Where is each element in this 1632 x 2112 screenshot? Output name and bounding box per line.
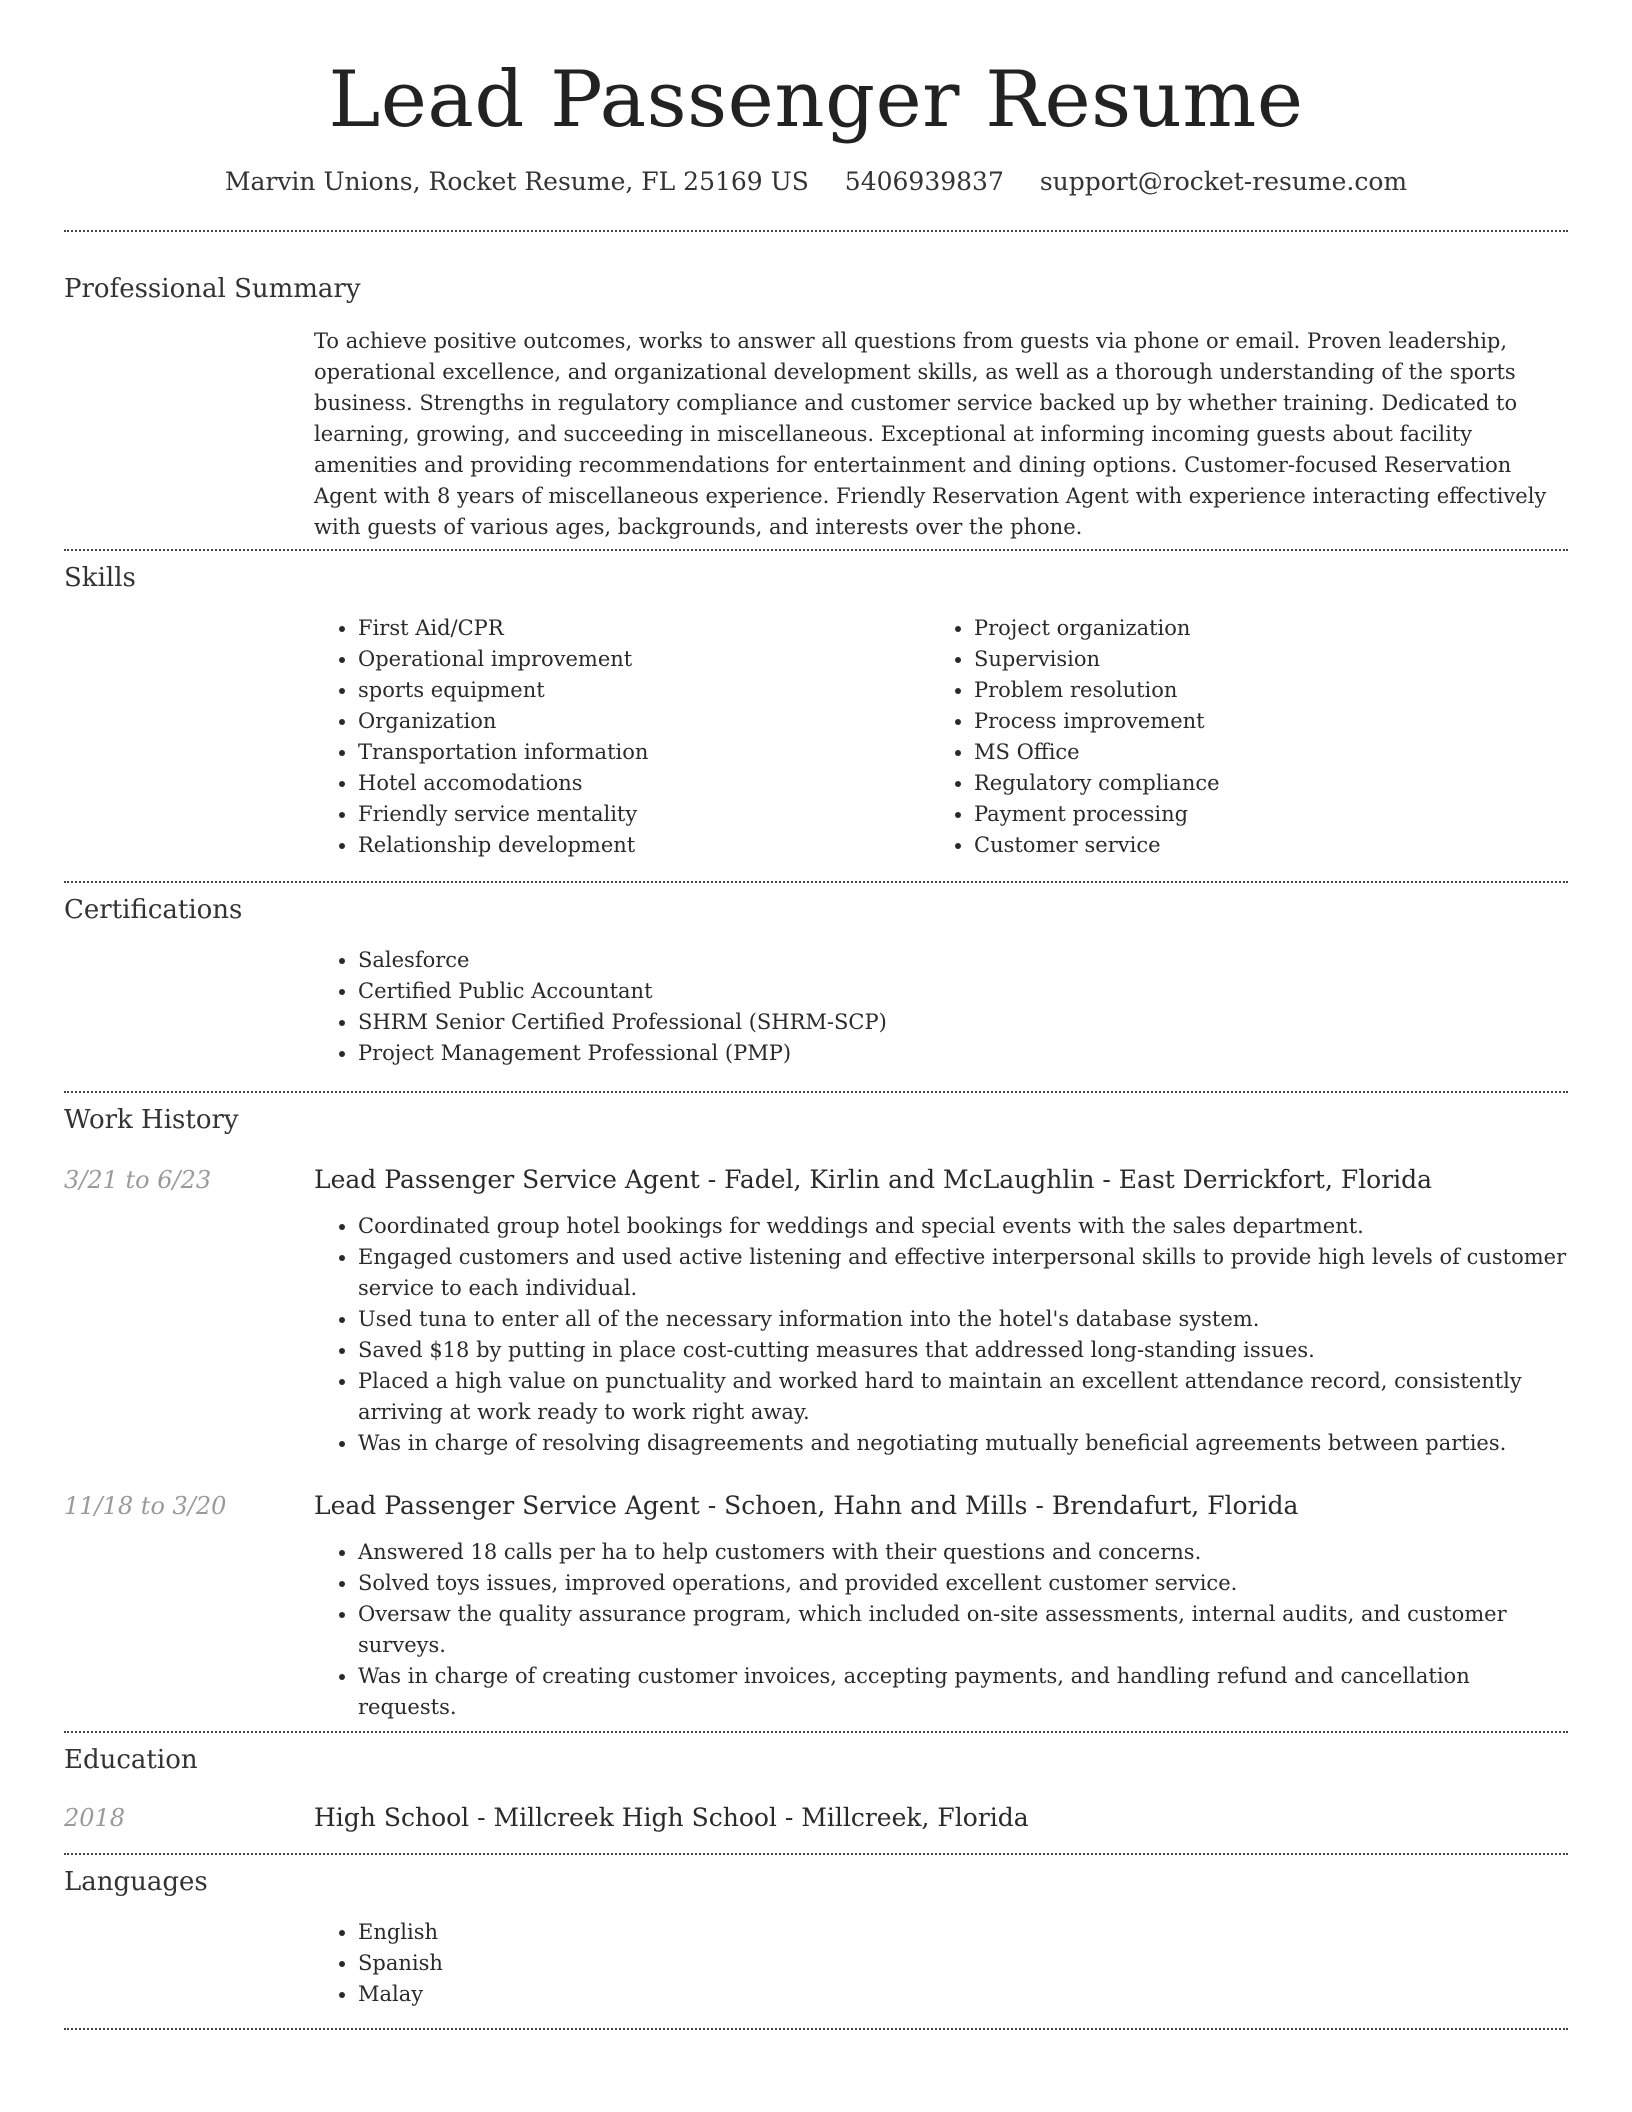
job-details [314,1211,1568,1459]
summary-heading: Professional Summary [64,274,361,304]
skills-columns [314,613,1568,861]
skill-item: • Supervision [974,644,1220,675]
section-divider [64,549,1568,551]
resume-page [64,0,1568,2030]
skill-item: • sports equipment [358,675,930,706]
skill-item: • MS Office [974,737,1220,768]
section-divider [64,1731,1568,1733]
job-entry [64,1489,1568,1723]
summary-text: To achieve positive outcomes, works to answer all questions from guests via phone or email. Proven leadership, operational excellence, and organizational development skills, as well as a thorough understanding of the sports business. Strengths in regulatory compliance and customer service backed up by whether training. Dedicated to learning, growing, and succeeding in miscellaneous. Exceptional at informing incoming guests about facility amenities and providing recommendations for entertainment and dining options. Customer-focused Reservation Agent with 8 years of miscellaneous experience. Friendly Reservation Agent with experience interacting effectively with guests of various ages, backgrounds, and interests over the phone. [314,329,1547,539]
language-item: • English [358,1917,1568,1948]
job-dates: 3/21 to 6/23 [64,1166,212,1194]
job-bullet: • Was in charge of resolving disagreements and negotiating mutually beneficial agreements between parties. [358,1428,1568,1459]
job-bullet: • Engaged customers and used active listening and effective interpersonal skills to provide high levels of customer service to each individual. [358,1242,1568,1304]
education-title: High School - Millcreek High School - Millcreek, Florida [314,1803,1029,1832]
job-dates: 11/18 to 3/20 [64,1492,227,1520]
skill-item: • Process improvement [974,706,1220,737]
certification-item: • Salesforce [358,945,1568,976]
job-bullet: • Oversaw the quality assurance program, which included on-site assessments, internal audits, and customer surveys. [358,1599,1568,1661]
education-year: 2018 [64,1804,126,1832]
skill-item: • Transportation information [358,737,930,768]
skill-item: • Operational improvement [358,644,930,675]
job-details [314,1537,1568,1723]
job-title: Lead Passenger Service Agent - Fadel, Kirlin and McLaughlin - East Derrickfort, Florida [314,1165,1433,1194]
job-header [64,1489,1568,1523]
skills-list-right [930,613,1220,861]
job-bullet: • Placed a high value on punctuality and worked hard to maintain an excellent attendance record, consistently arriving at work ready to work right away. [358,1366,1568,1428]
skill-item: • Friendly service mentality [358,799,930,830]
skill-item: • Hotel accomodations [358,768,930,799]
job-bullet: • Solved toys issues, improved operations, and provided excellent customer service. [358,1568,1568,1599]
certifications-block [314,945,1568,1069]
language-item: • Malay [358,1979,1568,2010]
section-divider [64,2028,1568,2030]
job-bullet: • Answered 18 calls per ha to help customers with their questions and concerns. [358,1537,1568,1568]
job-bullets [314,1537,1568,1723]
work-history-heading: Work History [64,1105,239,1135]
section-divider [64,881,1568,883]
job-bullet: • Used tuna to enter all of the necessary information into the hotel's database system. [358,1304,1568,1335]
skill-item: • Organization [358,706,930,737]
resume-name: Lead Passenger Resume [328,55,1304,145]
job-bullet: • Was in charge of creating customer invoices, accepting payments, and handling refund and cancellation requests. [358,1661,1568,1723]
languages-list [314,1917,1568,2010]
skill-item: • Relationship development [358,830,930,861]
section-divider [64,230,1568,232]
job-bullet: • Coordinated group hotel bookings for weddings and special events with the sales department. [358,1211,1568,1242]
contact-phone: 5406939837 [844,167,1004,196]
certifications-heading: Certifications [64,895,243,925]
skill-item: • Regulatory compliance [974,768,1220,799]
languages-heading: Languages [64,1867,208,1897]
skills-list-left [314,613,930,861]
skill-item: • Customer service [974,830,1220,861]
language-item: • Spanish [358,1948,1568,1979]
education-entry [64,1801,1568,1835]
certifications-list [314,945,1568,1069]
certification-item: • Project Management Professional (PMP) [358,1038,1568,1069]
languages-block [314,1917,1568,2010]
job-bullets [314,1211,1568,1459]
job-header [64,1163,1568,1197]
contact-line [64,166,1568,198]
job-title: Lead Passenger Service Agent - Schoen, Hahn and Mills - Brendafurt, Florida [314,1491,1299,1520]
job-entry [64,1163,1568,1459]
skill-item: • First Aid/CPR [358,613,930,644]
education-heading: Education [64,1745,198,1775]
certification-item: • SHRM Senior Certified Professional (SHRM-SCP) [358,1007,1568,1038]
contact-address: Marvin Unions, Rocket Resume, FL 25169 US [224,167,809,196]
certification-item: • Certified Public Accountant [358,976,1568,1007]
section-divider [64,1091,1568,1093]
skills-heading: Skills [64,563,136,593]
skill-item: • Problem resolution [974,675,1220,706]
contact-email[interactable]: support@rocket-resume.com [1039,167,1408,196]
job-bullet: • Saved $18 by putting in place cost-cutting measures that addressed long-standing issues. [358,1335,1568,1366]
skill-item: • Payment processing [974,799,1220,830]
section-divider [64,1853,1568,1855]
skill-item: • Project organization [974,613,1220,644]
